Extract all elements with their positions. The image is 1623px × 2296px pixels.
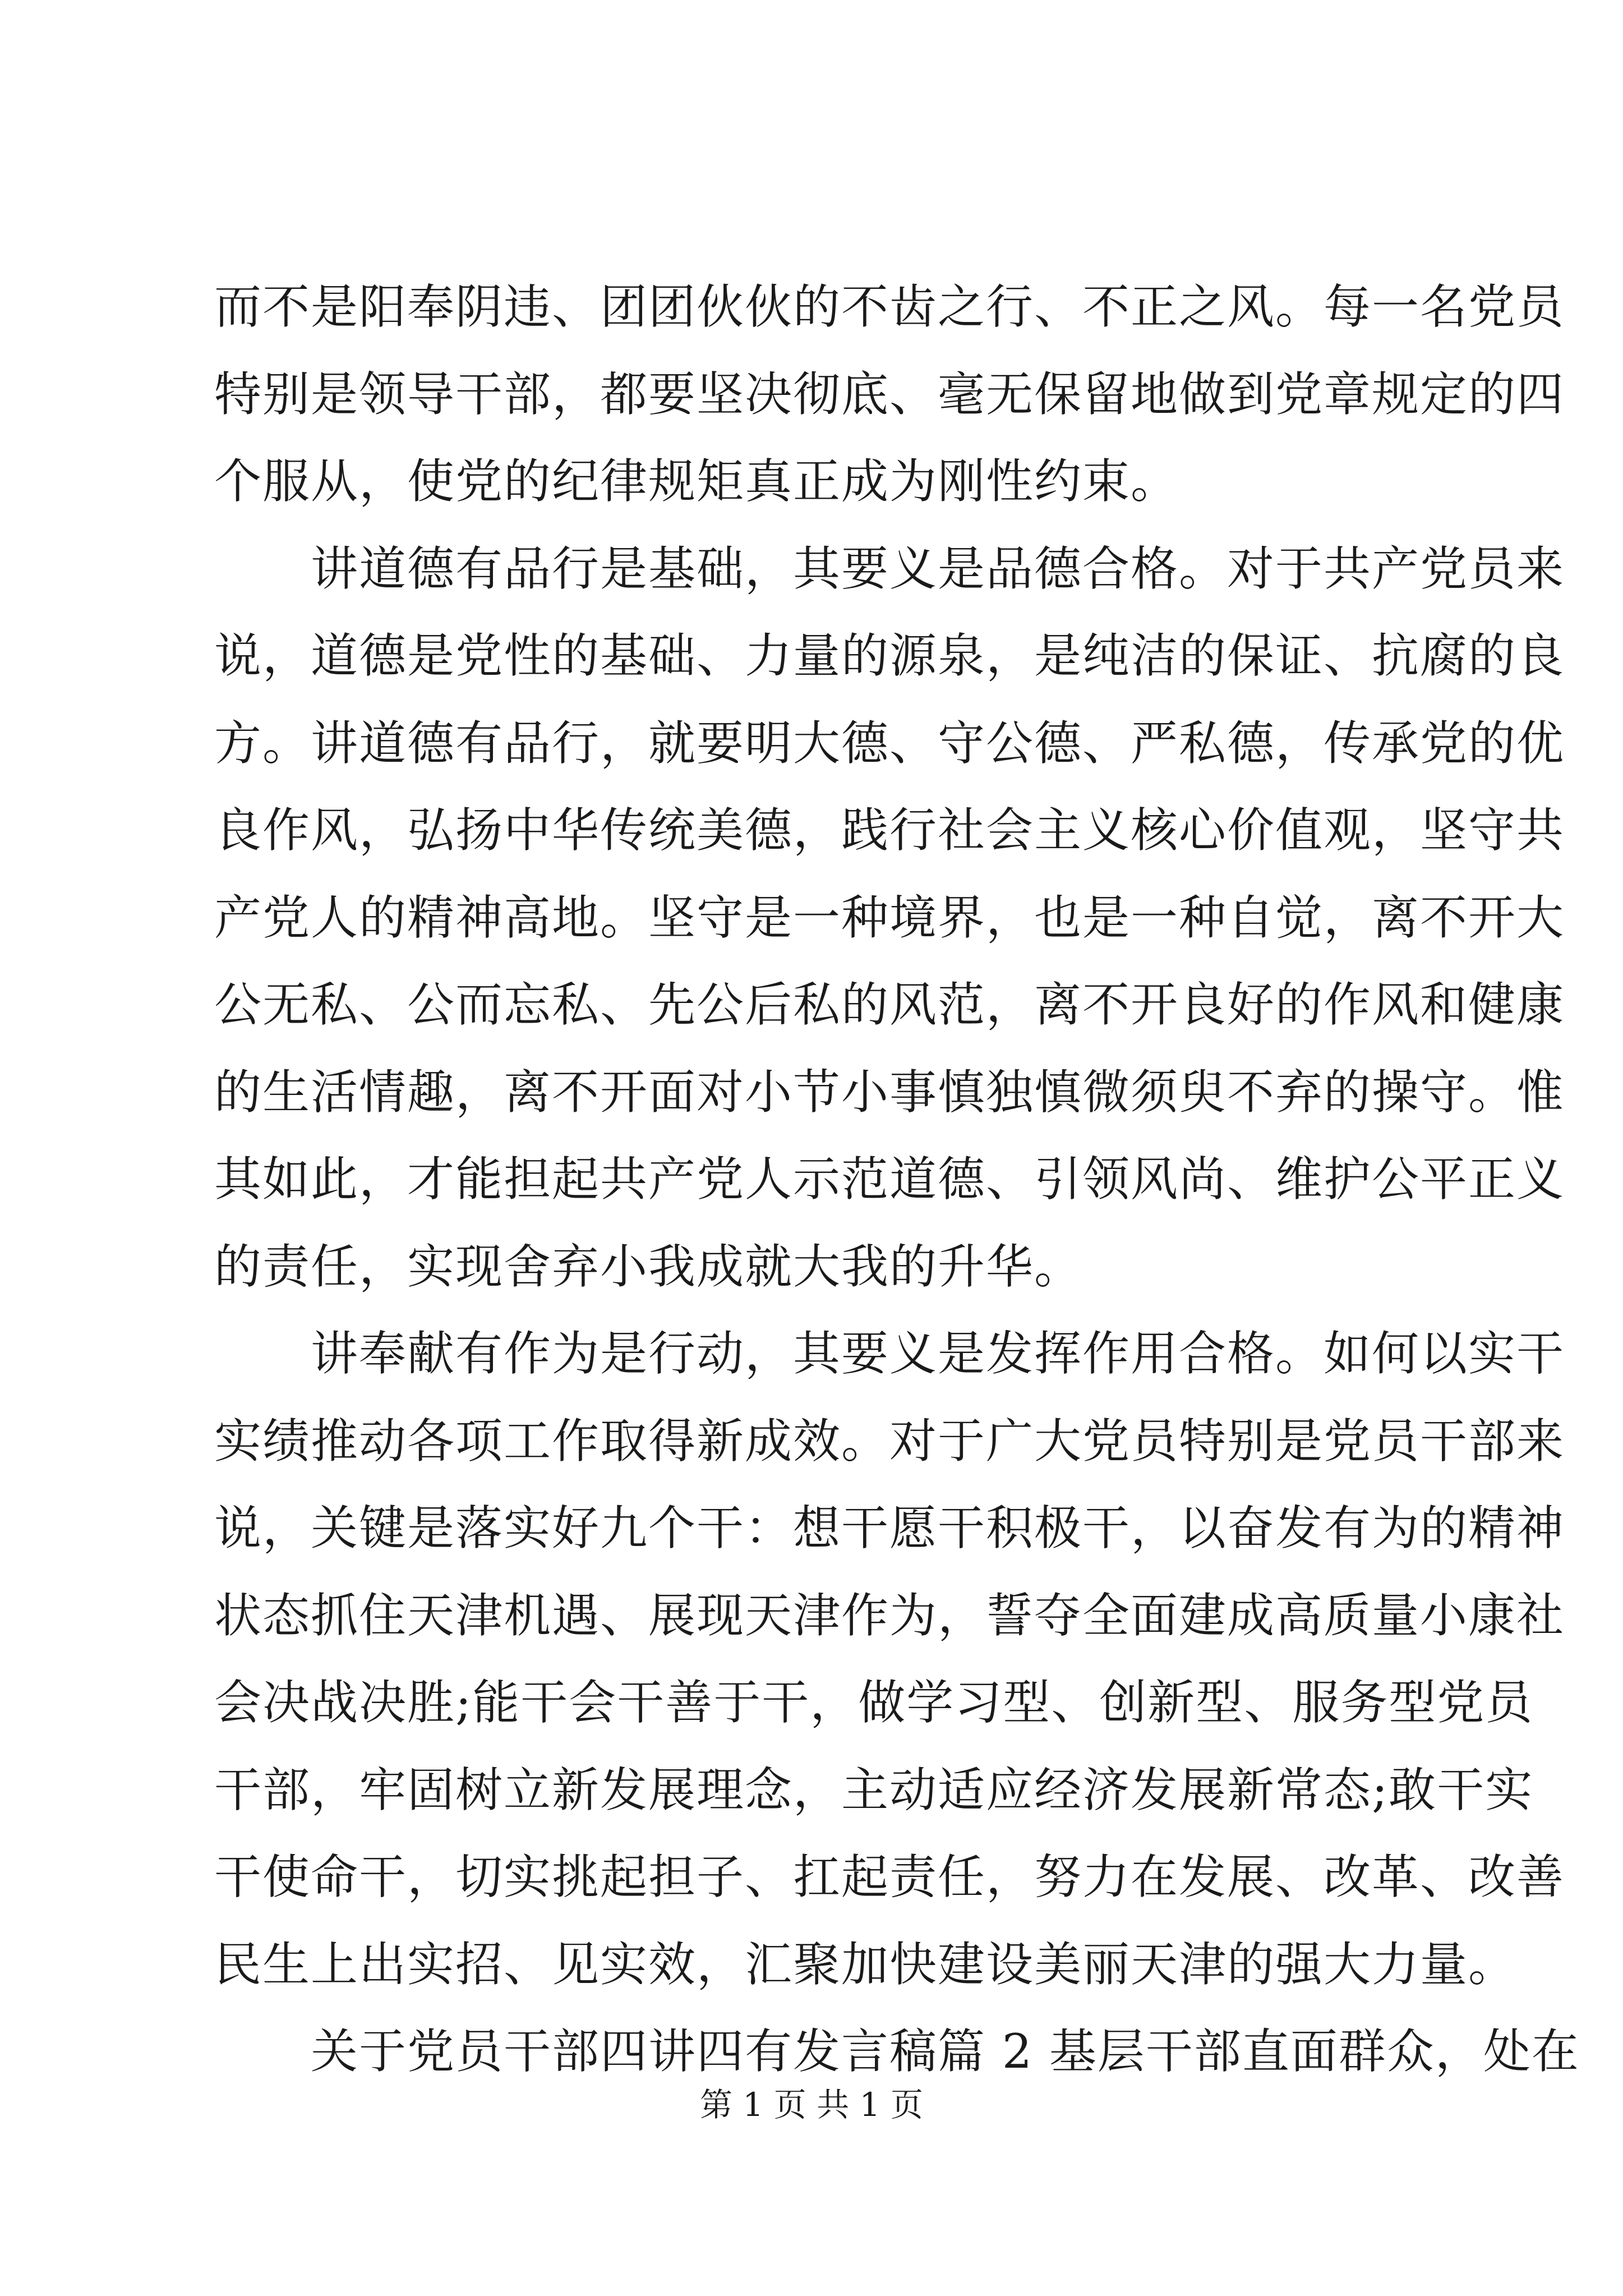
text-line: 的生活情趣，离不开面对小节小事慎独慎微须臾不弃的操守。惟 xyxy=(214,1064,1565,1120)
text-line: 特别是领导干部，都要坚决彻底、毫无保留地做到党章规定的四 xyxy=(214,366,1565,422)
text-line: 状态抓住天津机遇、展现天津作为，誓夺全面建成高质量小康社 xyxy=(214,1588,1565,1643)
text-line: 讲奉献有作为是行动，其要义是发挥作用合格。如何以实干 xyxy=(311,1326,1565,1381)
page-number: 第 1 页 共 1 页 xyxy=(700,2086,923,2124)
text-line: 方。讲道德有品行，就要明大德、守公德、严私德，传承党的优 xyxy=(214,715,1565,771)
text-line: 产党人的精神高地。坚守是一种境界，也是一种自觉，离不开大 xyxy=(214,890,1565,945)
text-line: 说，关键是落实好九个干：想干愿干积极干，以奋发有为的精神 xyxy=(214,1501,1565,1556)
paragraph-2 xyxy=(214,526,1565,1311)
text-line: 讲道德有品行是基础，其要义是品德合格。对于共产党员来 xyxy=(311,541,1565,596)
text-line: 公无私、公而忘私、先公后私的风范，离不开良好的作风和健康 xyxy=(214,977,1565,1032)
text-line: 关于党员干部四讲四有发言稿篇 2 基层干部直面群众，处在 xyxy=(311,2024,1580,2079)
paragraph-3 xyxy=(214,1310,1565,2008)
text-line: 干部，牢固树立新发展理念，主动适应经济发展新常态;敢干实 xyxy=(214,1762,1534,1818)
paragraph-1 xyxy=(214,264,1565,526)
document-body xyxy=(214,264,1580,2096)
text-line: 实绩推动各项工作取得新成效。对于广大党员特别是党员干部来 xyxy=(214,1413,1565,1469)
page-footer xyxy=(0,2082,1623,2127)
text-line: 良作风，弘扬中华传统美德，践行社会主义核心价值观，坚守共 xyxy=(214,803,1565,858)
text-line: 会决战决胜;能干会干善于干，做学习型、创新型、服务型党员 xyxy=(214,1675,1534,1730)
text-line: 而不是阳奉阴违、团团伙伙的不齿之行、不正之风。每一名党员 xyxy=(214,279,1565,334)
text-line: 民生上出实招、见实效，汇聚加快建设美丽天津的强大力量。 xyxy=(214,1936,1517,1992)
text-line: 说，道德是党性的基础、力量的源泉，是纯洁的保证、抗腐的良 xyxy=(214,628,1565,683)
text-line: 其如此，才能担起共产党人示范道德、引领风尚、维护公平正义 xyxy=(214,1152,1565,1207)
text-line: 的责任，实现舍弃小我成就大我的升华。 xyxy=(214,1239,1083,1294)
text-line: 个服从，使党的纪律规矩真正成为刚性约束。 xyxy=(214,454,1179,509)
text-line: 干使命干，切实挑起担子、扛起责任，努力在发展、改革、改善 xyxy=(214,1849,1565,1904)
